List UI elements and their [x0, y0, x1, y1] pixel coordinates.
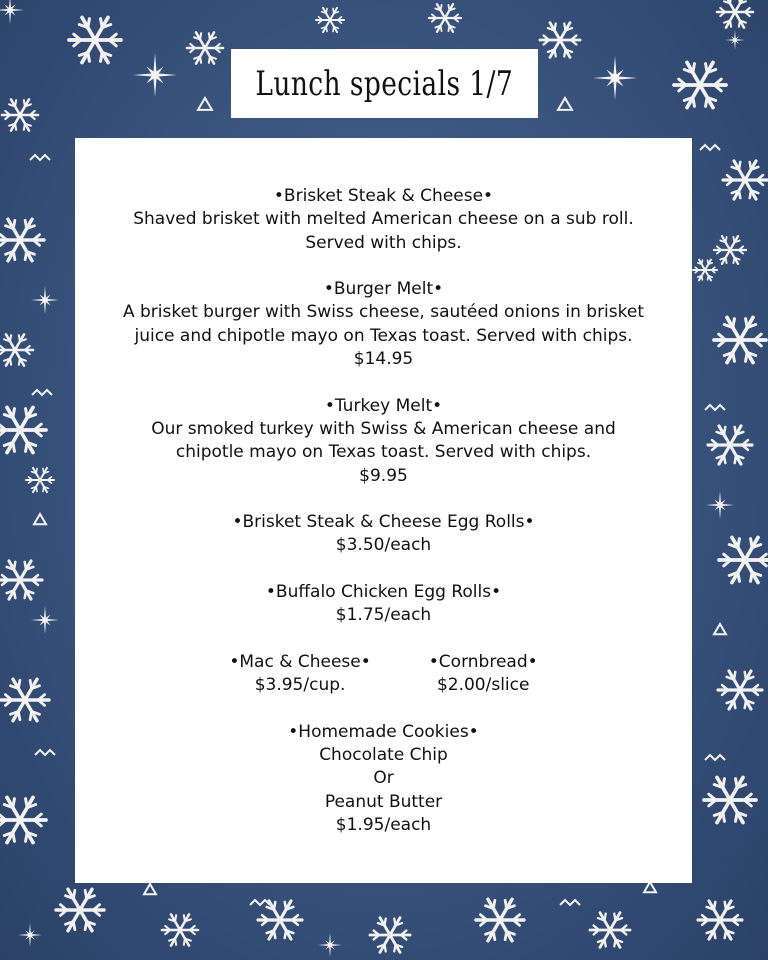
zigzag-icon [30, 155, 50, 160]
snowflake-icon [162, 914, 198, 945]
star-icon [318, 933, 342, 957]
item-description: juice and chipotle mayo on Texas toast. Served with chips. [134, 325, 633, 346]
item-price: $1.95/each [335, 815, 432, 836]
snowflake-icon [717, 0, 753, 28]
menu-content [75, 185, 692, 861]
star-icon [18, 923, 42, 947]
snowflake-icon [476, 899, 524, 941]
snowflake-icon [187, 32, 223, 63]
item-name: •Buffalo Chicken Egg Rolls• [265, 582, 502, 603]
page-title: Lunch specials 1/7 [255, 63, 514, 104]
item-description: Chocolate Chip [319, 745, 448, 766]
item-description: A brisket burger with Swiss cheese, sautéed onions in brisket [122, 302, 644, 323]
item-description: Our smoked turkey with Swiss & American cheese and [151, 418, 616, 439]
snowflake-icon [719, 537, 768, 582]
item-price: $9.95 [359, 465, 408, 486]
item-price: $3.95/cup. [254, 675, 346, 696]
snowflake-icon [0, 334, 33, 365]
snowflake-icon [258, 901, 302, 939]
snowflake-icon [316, 8, 344, 32]
item-name: •Cornbread• [428, 651, 538, 672]
snowflake-icon [704, 777, 756, 822]
star-icon [31, 606, 59, 634]
snowflake-icon [1, 679, 49, 721]
snowflake-icon [723, 161, 767, 199]
triangle-icon [198, 98, 212, 110]
snowflake-icon [714, 236, 746, 264]
title-banner [231, 49, 538, 118]
snowflake-icon [0, 407, 46, 452]
menu-item-cookies [75, 721, 692, 837]
item-description: Shaved brisket with melted American cheese on a sub roll. [133, 209, 634, 230]
snowflake-icon [674, 62, 726, 107]
triangle-icon [714, 624, 726, 634]
snowflake-icon [56, 889, 104, 931]
menu-item-brisket-egg-rolls [75, 511, 692, 558]
item-description: Peanut Butter [324, 791, 443, 812]
snowflake-icon [0, 797, 46, 842]
menu-item-burger-melt [75, 278, 692, 371]
star-icon [706, 491, 734, 519]
item-price: $2.00/slice [436, 675, 530, 696]
snowflake-icon [698, 901, 742, 939]
zigzag-icon [705, 755, 725, 760]
snowflake-icon [693, 260, 717, 281]
item-description: Or [373, 768, 394, 789]
star-icon [31, 286, 59, 314]
triangle-icon [144, 884, 156, 894]
snowflake-icon [69, 17, 121, 62]
snowflake-icon [708, 426, 752, 464]
menu-item-cornbread [429, 651, 538, 698]
item-name: •Burger Melt• [323, 279, 444, 300]
star-icon [133, 53, 177, 97]
zigzag-icon [560, 900, 580, 905]
item-name: •Brisket Steak & Cheese Egg Rolls• [232, 512, 535, 533]
item-price: $1.75/each [335, 605, 432, 626]
snowflake-icon [370, 918, 410, 953]
item-description: chipotle mayo on Texas toast. Served with chips. [175, 442, 592, 463]
triangle-icon [34, 514, 46, 524]
item-price: $14.95 [353, 349, 414, 370]
menu-item-mac-cheese [229, 651, 370, 698]
snowflake-icon [429, 4, 461, 32]
zigzag-icon [700, 145, 720, 150]
snowflake-icon [26, 468, 54, 492]
snowflake-icon [590, 913, 630, 948]
snowflake-icon [0, 219, 44, 261]
menu-item-brisket-steak [75, 185, 692, 255]
snowflake-icon [714, 317, 766, 362]
item-name: •Mac & Cheese• [229, 651, 371, 672]
triangle-icon [644, 882, 656, 892]
item-description: Served with chips. [305, 232, 462, 253]
star-icon [0, 0, 24, 24]
snowflake-icon [0, 561, 42, 599]
star-icon [593, 56, 637, 100]
snowflake-icon [718, 671, 762, 709]
item-name: •Homemade Cookies• [288, 721, 479, 742]
item-name: •Turkey Melt• [324, 395, 443, 416]
snowflake-icon [2, 99, 38, 130]
snowflake-icon [540, 23, 580, 58]
zigzag-icon [35, 750, 55, 755]
item-price: $3.50/each [335, 535, 432, 556]
star-icon [725, 30, 745, 50]
item-name: •Brisket Steak & Cheese• [273, 186, 494, 206]
sides-row [75, 651, 692, 698]
menu-item-turkey-melt [75, 395, 692, 488]
menu-item-buffalo-egg-rolls [75, 581, 692, 628]
zigzag-icon [705, 405, 725, 410]
zigzag-icon [250, 900, 270, 905]
zigzag-icon [32, 390, 52, 395]
triangle-icon [558, 98, 572, 110]
